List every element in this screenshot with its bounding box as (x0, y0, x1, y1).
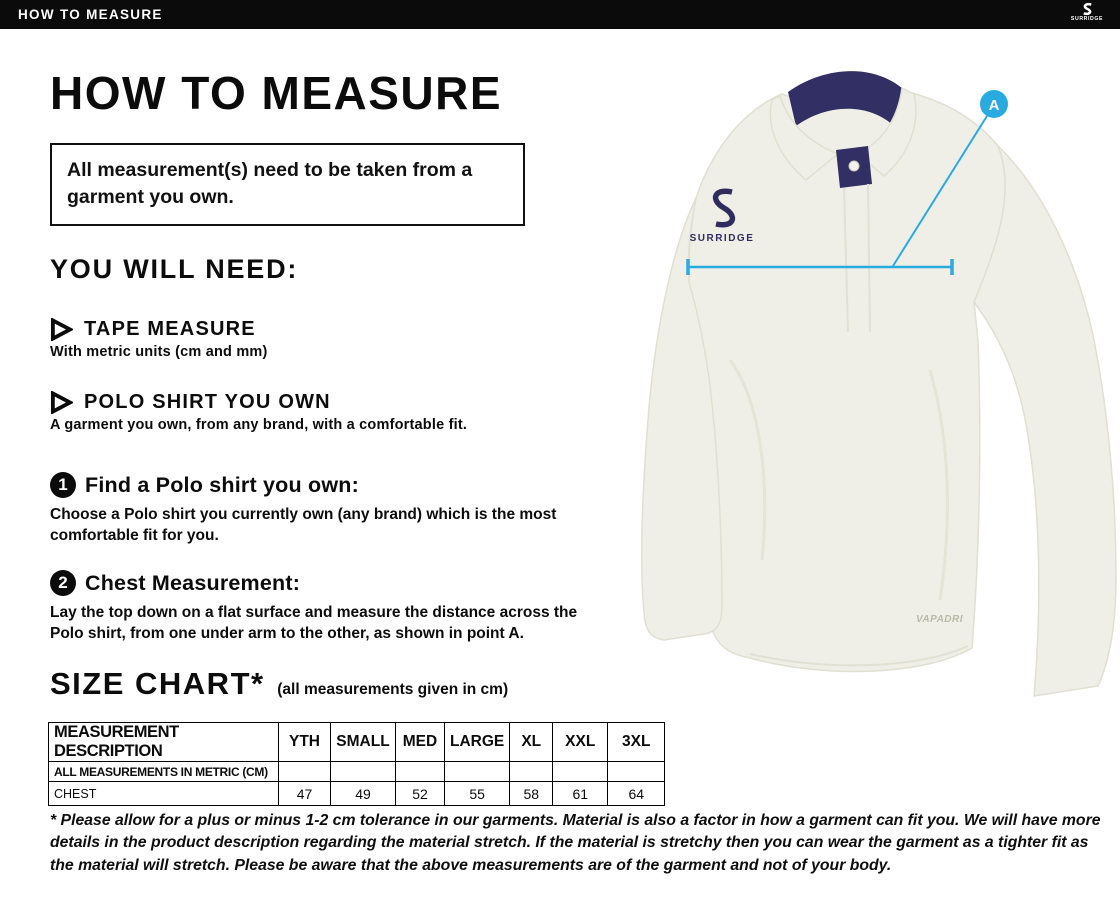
step-2-description: Lay the top down on a flat surface and measure the distance across the Polo shirt, from one under arm to the other, as shown in point A. (50, 604, 578, 642)
size-chart-heading (50, 666, 508, 702)
table-cell: 49 (331, 782, 396, 806)
table-cell (445, 762, 510, 782)
table-cell: 52 (396, 782, 445, 806)
shirt-button (849, 161, 859, 171)
marker-a-label: A (988, 97, 1000, 114)
column-header: MEASUREMENT DESCRIPTION (49, 723, 279, 762)
step-2-badge: 2 (50, 570, 76, 596)
row-label: ALL MEASUREMENTS IN METRIC (CM) (49, 762, 279, 782)
page-title: HOW TO MEASURE (50, 67, 503, 119)
top-bar-title: HOW TO MEASURE (18, 7, 163, 22)
table-cell: 58 (510, 782, 553, 806)
size-chart-subtitle: (all measurements given in cm) (277, 681, 509, 698)
shirt-logo-text: SURRIDGE (689, 233, 755, 244)
need-item-title: TAPE MEASURE (84, 318, 256, 340)
step-1-title: Find a Polo shirt you own: (85, 472, 359, 497)
column-header: SMALL (331, 723, 396, 762)
need-item-title: POLO SHIRT YOU OWN (84, 391, 331, 413)
table-header-row (49, 723, 665, 762)
you-will-need-heading: YOU WILL NEED: (50, 254, 299, 284)
table-cell: 47 (279, 782, 331, 806)
surridge-s-icon (1080, 2, 1095, 16)
step-2-title: Chest Measurement: (85, 570, 301, 595)
step-1-description: Choose a Polo shirt you currently own (any brand) which is the most comfortable fit for you. (50, 506, 557, 544)
column-header: 3XL (608, 723, 665, 762)
table-cell: 61 (553, 782, 608, 806)
step-1-badge: 1 (50, 472, 76, 498)
table-cell: 55 (445, 782, 510, 806)
table-cell (553, 762, 608, 782)
table-cell (510, 762, 553, 782)
need-item-description: With metric units (cm and mm) (50, 344, 268, 360)
notice-box (50, 143, 525, 226)
triangle-bullet-icon (50, 318, 73, 341)
marker-a (980, 90, 1008, 118)
column-header: XXL (553, 723, 608, 762)
notice-text: All measurement(s) need to be taken from a garment you own. (67, 159, 473, 209)
need-item-tape-measure (50, 318, 268, 360)
size-chart-table (48, 722, 665, 806)
triangle-bullet-icon (50, 391, 73, 414)
step-1 (50, 472, 598, 547)
surridge-logo (1061, 1, 1113, 28)
column-header: YTH (279, 723, 331, 762)
shirt-photo (630, 40, 1120, 705)
sleeve-brand-text: VAPADRI (916, 614, 964, 625)
row-label: CHEST (49, 782, 279, 806)
column-header: MED (396, 723, 445, 762)
top-bar (0, 0, 1120, 29)
table-cell (331, 762, 396, 782)
need-item-polo-shirt (50, 391, 467, 433)
polo-shirt-illustration (630, 40, 1120, 705)
table-cell (279, 762, 331, 782)
table-row (49, 782, 665, 806)
surridge-brand-text: SURRIDGE (1070, 16, 1104, 22)
size-chart-title: SIZE CHART* (50, 666, 265, 701)
table-cell (396, 762, 445, 782)
need-item-description: A garment you own, from any brand, with a comfortable fit. (50, 417, 468, 433)
table-cell (608, 762, 665, 782)
table-cell: 64 (608, 782, 665, 806)
column-header: LARGE (445, 723, 510, 762)
disclaimer-text: * Please allow for a plus or minus 1-2 cm tolerance in our garments. Material is also a factor in how a garment can fit you. We will have more details in the product description regarding the material stretch. If the material is stretchy then you can wear the garment as a tighter fit as the material will stretch. Please be aware that the above measurements are of the garment and not of your body. (50, 812, 1101, 874)
step-2 (50, 570, 598, 645)
table-row (49, 762, 665, 782)
column-header: XL (510, 723, 553, 762)
